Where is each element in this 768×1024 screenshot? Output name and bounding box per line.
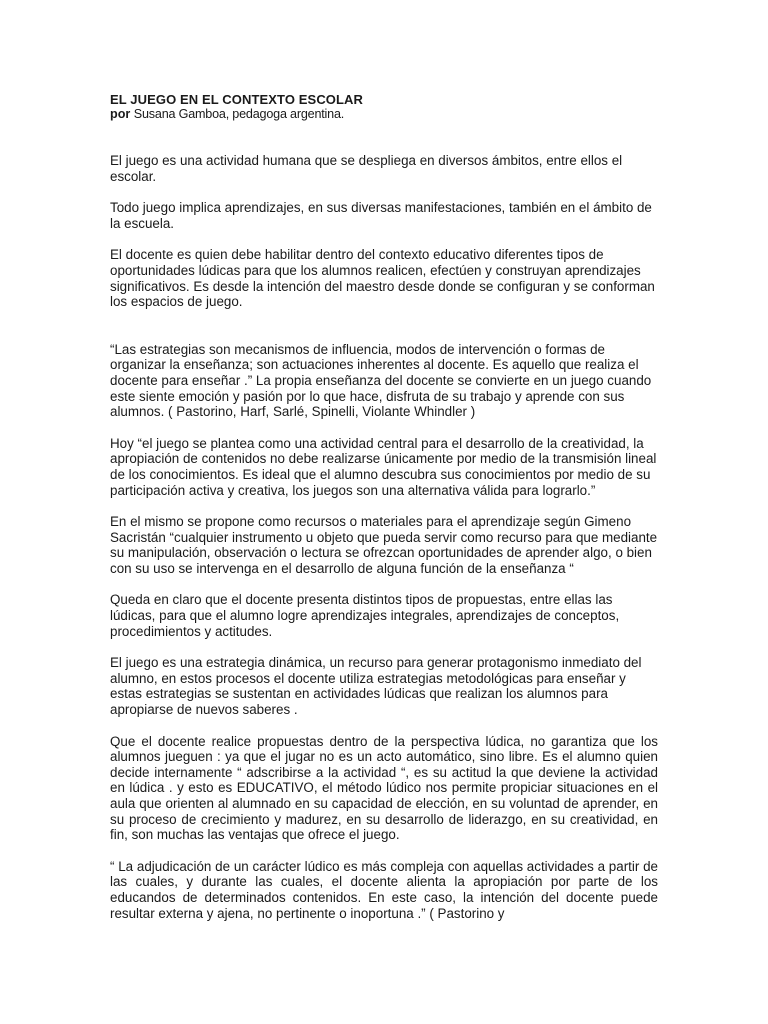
author-name: Susana Gamboa, pedagoga argentina. (133, 107, 345, 121)
author-line (110, 107, 658, 122)
paragraph-10: “ La adjudicación de un carácter lúdico es más compleja con aquellas actividades a partir de las cuales, y durante las cuales, el docente alienta la apropiación por parte de los educandos de determinados contenidos. En este caso, la intención del docente puede resultar externa y ajena, no pertinente o inoportuna .” ( Pastorino y (110, 858, 658, 921)
paragraph-5: Hoy “el juego se plantea como una actividad central para el desarrollo de la creatividad, la apropiación de contenidos no debe realizarse únicamente por medio de la transmisión lineal de los conocimientos. Es ideal que el alumno descubra sus conocimientos por medio de su participación activa y creativa, los juegos son una alternativa válida para lograrlo.” (110, 435, 657, 498)
paragraph-1: El juego es una actividad humana que se despliega en diversos ámbitos, entre ellos el escolar. (110, 153, 623, 184)
document-title: EL JUEGO EN EL CONTEXTO ESCOLAR (110, 92, 364, 107)
document-page (110, 92, 658, 921)
paragraph-9: Que el docente realice propuestas dentro de la perspectiva lúdica, no garantiza que los alumnos jueguen : ya que el jugar no es un acto automático, sino libre. Es el alumno quien decide internamente “ adscribirse a la actividad “, es su actitud la que deviene la actividad en lúdica . y esto es EDUCATIVO, el método lúdico nos permite propiciar situaciones en el aula que orienten al alumnado en su capacidad de elección, en su voluntad de aprender, en su proceso de crecimiento y madurez, en su desarrollo de liderazgo, en su creatividad, en fin, son muchas las ventajas que ofrece el juego. (110, 733, 658, 843)
paragraph-4: “Las estrategias son mecanismos de influencia, modos de intervención o formas de organizar la enseñanza; son actuaciones inherentes al docente. Es aquello que realiza el docente para enseñar .” La propia enseñanza del docente se convierte en un juego cuando este siente emoción y pasión por lo que hace, disfruta de su trabajo y aprende con sus alumnos. ( Pastorino, Harf, Sarlé, Spinelli, Violante Whindler ) (110, 341, 652, 420)
paragraph-6: En el mismo se propone como recursos o materiales para el aprendizaje según Gimeno Sacristán “cualquier instrumento u objeto que pueda servir como recurso para que mediante su manipulación, observación o lectura se ofrezcan oportunidades de aprender algo, o bien con su uso se intervenga en el desarrollo de alguna función de la enseñanza “ (110, 514, 658, 576)
paragraph-2: Todo juego implica aprendizajes, en sus diversas manifestaciones, también en el ámbito de la escuela. (110, 200, 652, 231)
paragraph-7: Queda en claro que el docente presenta distintos tipos de propuestas, entre ellas las lúdicas, para que el alumno logre aprendizajes integrales, aprendizajes de conceptos, procedimientos y actitudes. (110, 592, 620, 639)
paragraph-3: El docente es quien debe habilitar dentro del contexto educativo diferentes tipos de oportunidades lúdicas para que los alumnos realicen, efectúen y construyan aprendizajes significativos. Es desde la intención del maestro desde donde se configuran y se conforman los espacios de juego. (110, 247, 655, 310)
by-label: por (110, 107, 131, 121)
paragraph-8: El juego es una estrategia dinámica, un recurso para generar protagonismo inmediato del alumno, en estos procesos el docente utiliza estrategias metodológicas para enseñar y estas estrategias se sustentan en actividades lúdicas que realizan los alumnos para apropiarse de nuevos saberes . (110, 655, 642, 718)
